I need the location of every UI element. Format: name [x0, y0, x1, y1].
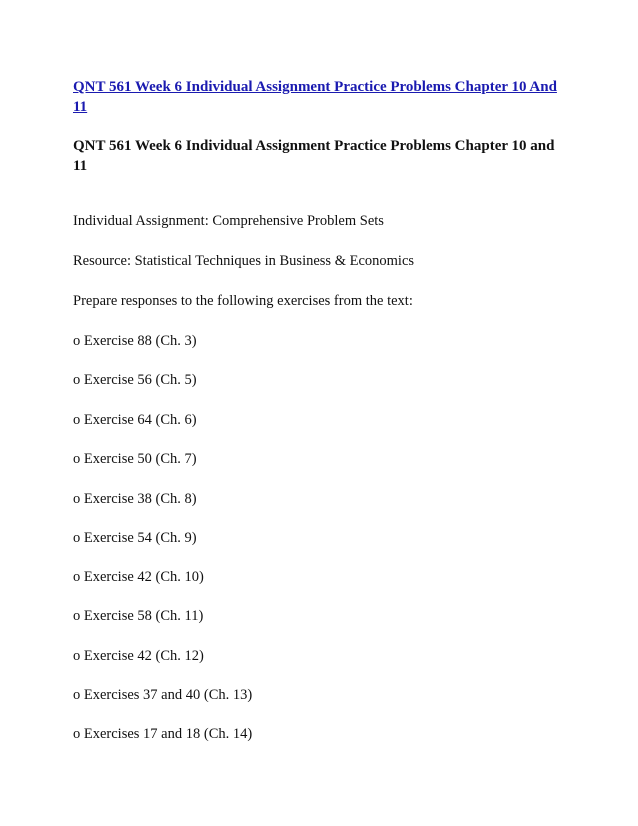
exercise-item: o Exercise 38 (Ch. 8)	[73, 491, 197, 507]
exercise-item: o Exercise 42 (Ch. 10)	[73, 569, 204, 585]
exercise-item: o Exercise 88 (Ch. 3)	[73, 333, 197, 349]
exercise-item: o Exercise 64 (Ch. 6)	[73, 412, 197, 428]
exercise-item: o Exercise 56 (Ch. 5)	[73, 372, 197, 388]
resource-line: Resource: Statistical Techniques in Business & Economics	[73, 253, 415, 269]
title-link[interactable]: QNT 561 Week 6 Individual Assignment Practice Problems Chapter 10 And 11	[73, 79, 557, 115]
instructions-line: Prepare responses to the following exercises from the text:	[73, 293, 413, 309]
exercise-item: o Exercise 58 (Ch. 11)	[73, 608, 204, 624]
exercise-item: o Exercise 54 (Ch. 9)	[73, 530, 197, 546]
exercise-item: o Exercises 37 and 40 (Ch. 13)	[73, 687, 253, 703]
assignment-line: Individual Assignment: Comprehensive Problem Sets	[73, 213, 384, 229]
document-heading: QNT 561 Week 6 Individual Assignment Practice Problems Chapter 10 and 11	[73, 138, 555, 174]
exercise-item: o Exercise 50 (Ch. 7)	[73, 451, 197, 467]
exercise-item: o Exercises 17 and 18 (Ch. 14)	[73, 726, 253, 742]
exercise-item: o Exercise 42 (Ch. 12)	[73, 648, 204, 664]
